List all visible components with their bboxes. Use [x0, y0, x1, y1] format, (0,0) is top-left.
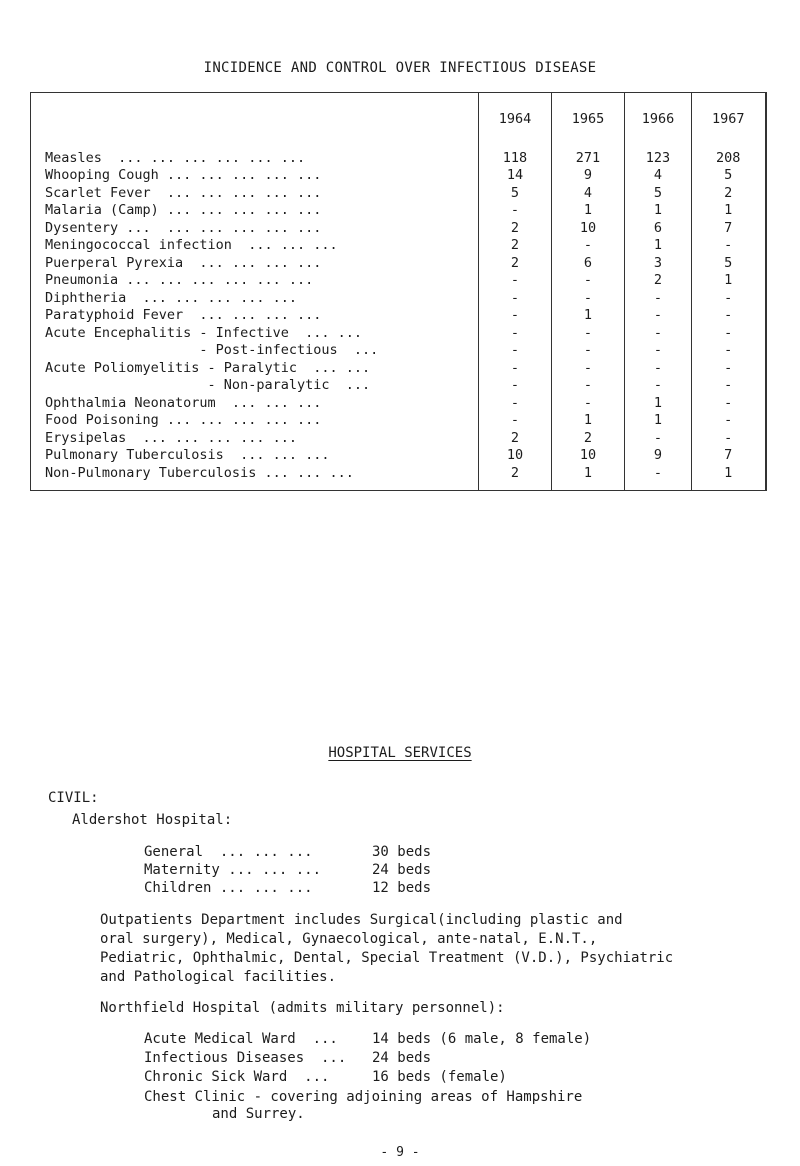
ward-name: Children ... ... ...: [144, 880, 313, 896]
case-count: 5: [692, 254, 766, 272]
case-count: -: [479, 394, 552, 412]
disease-name: Pneumonia ... ... ... ... ... ...: [31, 272, 479, 290]
civil-label: CIVIL:: [48, 790, 99, 806]
case-count: -: [692, 377, 766, 395]
outpatients-text-line: Pediatric, Ophthalmic, Dental, Special Treatment (V.D.), Psychiatric: [100, 950, 674, 966]
case-count: -: [552, 377, 625, 395]
year-header: 1966: [625, 93, 692, 146]
outpatients-text-line: Outpatients Department includes Surgical(including plastic and: [100, 912, 623, 928]
case-count: 7: [692, 219, 766, 237]
disease-column-header: [31, 93, 479, 146]
disease-name: Erysipelas ... ... ... ... ...: [31, 429, 479, 447]
disease-name: Puerperal Pyrexia ... ... ... ...: [31, 254, 479, 272]
disease-name: Whooping Cough ... ... ... ... ...: [31, 167, 479, 185]
case-count: -: [692, 429, 766, 447]
table-row: [31, 272, 766, 290]
disease-name: Ophthalmia Neonatorum ... ... ...: [31, 394, 479, 412]
case-count: -: [479, 307, 552, 325]
case-count: 1: [625, 394, 692, 412]
case-count: 2: [479, 237, 552, 255]
table-row: [31, 429, 766, 447]
case-count: -: [625, 377, 692, 395]
disease-name: Diphtheria ... ... ... ... ...: [31, 289, 479, 307]
ward-beds: 14 beds (6 male, 8 female): [372, 1031, 592, 1047]
case-count: 2: [625, 272, 692, 290]
table-row: [31, 447, 766, 465]
case-count: -: [692, 412, 766, 430]
case-count: 10: [479, 447, 552, 465]
ward-beds: 12 beds: [372, 880, 432, 896]
case-count: 1: [692, 202, 766, 220]
hospital-services-heading: HOSPITAL SERVICES: [328, 745, 472, 761]
disease-name: Acute Poliomyelitis - Paralytic ... ...: [31, 359, 479, 377]
case-count: 6: [552, 254, 625, 272]
case-count: -: [479, 324, 552, 342]
case-count: 10: [552, 447, 625, 465]
case-count: -: [479, 359, 552, 377]
case-count: 2: [692, 184, 766, 202]
disease-name: Scarlet Fever ... ... ... ... ...: [31, 184, 479, 202]
year-header: 1964: [479, 93, 552, 146]
table-row: [31, 254, 766, 272]
case-count: -: [552, 324, 625, 342]
case-count: 2: [479, 429, 552, 447]
case-count: 2: [479, 254, 552, 272]
disease-name: - Non-paralytic ...: [31, 377, 479, 395]
table-row: [31, 219, 766, 237]
outpatients-text-line: oral surgery), Medical, Gynaecological, ante-natal, E.N.T.,: [100, 931, 598, 947]
ward-name: Acute Medical Ward ...: [144, 1031, 338, 1047]
case-count: 4: [625, 167, 692, 185]
page-title: INCIDENCE AND CONTROL OVER INFECTIOUS DISEASE: [203, 60, 597, 76]
table-row: [31, 184, 766, 202]
disease-name: Pulmonary Tuberculosis ... ... ...: [31, 447, 479, 465]
table-row: [31, 359, 766, 377]
case-count: 14: [479, 167, 552, 185]
case-count: -: [625, 324, 692, 342]
table-row: [31, 324, 766, 342]
incidence-table: [30, 92, 767, 491]
case-count: 6: [625, 219, 692, 237]
disease-name: Measles ... ... ... ... ... ...: [31, 145, 479, 167]
case-count: 9: [552, 167, 625, 185]
case-count: -: [552, 237, 625, 255]
table-row: [31, 377, 766, 395]
case-count: 3: [625, 254, 692, 272]
case-count: 4: [552, 184, 625, 202]
case-count: 1: [625, 237, 692, 255]
year-header: 1967: [692, 93, 766, 146]
chest-clinic-line: Chest Clinic - covering adjoining areas of Hampshire: [144, 1089, 583, 1105]
case-count: 2: [479, 464, 552, 490]
disease-name: Malaria (Camp) ... ... ... ... ...: [31, 202, 479, 220]
case-count: 1: [625, 202, 692, 220]
table-row: [31, 237, 766, 255]
chest-clinic-line: and Surrey.: [212, 1106, 305, 1122]
case-count: -: [552, 359, 625, 377]
case-count: 2: [552, 429, 625, 447]
table-row: [31, 394, 766, 412]
northfield-hospital-name: Northfield Hospital (admits military personnel):: [100, 1000, 505, 1016]
case-count: -: [552, 272, 625, 290]
ward-beds: 24 beds: [372, 1050, 432, 1066]
table-header-row: [31, 93, 766, 146]
case-count: 123: [625, 145, 692, 167]
case-count: 1: [552, 202, 625, 220]
disease-name: Acute Encephalitis - Infective ... ...: [31, 324, 479, 342]
aldershot-hospital-name: Aldershot Hospital:: [72, 812, 233, 828]
ward-beds: 30 beds: [372, 844, 432, 860]
case-count: 1: [692, 272, 766, 290]
table-row: [31, 202, 766, 220]
case-count: 5: [692, 167, 766, 185]
case-count: -: [552, 289, 625, 307]
ward-name: General ... ... ...: [144, 844, 313, 860]
disease-name: Dysentery ... ... ... ... ... ...: [31, 219, 479, 237]
case-count: -: [692, 237, 766, 255]
case-count: -: [625, 289, 692, 307]
disease-name: Paratyphoid Fever ... ... ... ...: [31, 307, 479, 325]
year-header: 1965: [552, 93, 625, 146]
case-count: -: [552, 342, 625, 360]
case-count: -: [692, 324, 766, 342]
case-count: 271: [552, 145, 625, 167]
table-row: [31, 342, 766, 360]
case-count: -: [552, 394, 625, 412]
case-count: 1: [692, 464, 766, 490]
case-count: 1: [552, 412, 625, 430]
ward-name: Chronic Sick Ward ...: [144, 1069, 330, 1085]
case-count: -: [625, 429, 692, 447]
case-count: -: [692, 307, 766, 325]
disease-name: - Post-infectious ...: [31, 342, 479, 360]
case-count: -: [479, 289, 552, 307]
case-count: 208: [692, 145, 766, 167]
case-count: 10: [552, 219, 625, 237]
table-row: [31, 145, 766, 167]
table-row: [31, 167, 766, 185]
case-count: 1: [552, 307, 625, 325]
case-count: -: [479, 412, 552, 430]
case-count: -: [625, 464, 692, 490]
case-count: 1: [552, 464, 625, 490]
case-count: 7: [692, 447, 766, 465]
case-count: -: [625, 342, 692, 360]
case-count: -: [479, 202, 552, 220]
case-count: -: [692, 289, 766, 307]
case-count: -: [479, 342, 552, 360]
disease-name: Meningococcal infection ... ... ...: [31, 237, 479, 255]
table-row: [31, 307, 766, 325]
case-count: -: [625, 307, 692, 325]
ward-beds: 16 beds (female): [372, 1069, 507, 1085]
case-count: 5: [625, 184, 692, 202]
disease-name: Food Poisoning ... ... ... ... ...: [31, 412, 479, 430]
case-count: 2: [479, 219, 552, 237]
table-row: [31, 412, 766, 430]
case-count: -: [692, 342, 766, 360]
ward-name: Maternity ... ... ...: [144, 862, 322, 878]
case-count: 9: [625, 447, 692, 465]
table-row: [31, 464, 766, 490]
case-count: -: [692, 359, 766, 377]
case-count: -: [692, 394, 766, 412]
ward-beds: 24 beds: [372, 862, 432, 878]
case-count: 118: [479, 145, 552, 167]
case-count: -: [479, 272, 552, 290]
case-count: 5: [479, 184, 552, 202]
outpatients-text-line: and Pathological facilities.: [100, 969, 337, 985]
ward-name: Infectious Diseases ...: [144, 1050, 347, 1066]
case-count: 1: [625, 412, 692, 430]
table-row: [31, 289, 766, 307]
case-count: -: [625, 359, 692, 377]
case-count: -: [479, 377, 552, 395]
page-number: - 9 -: [380, 1145, 420, 1160]
disease-name: Non-Pulmonary Tuberculosis ... ... ...: [31, 464, 479, 490]
